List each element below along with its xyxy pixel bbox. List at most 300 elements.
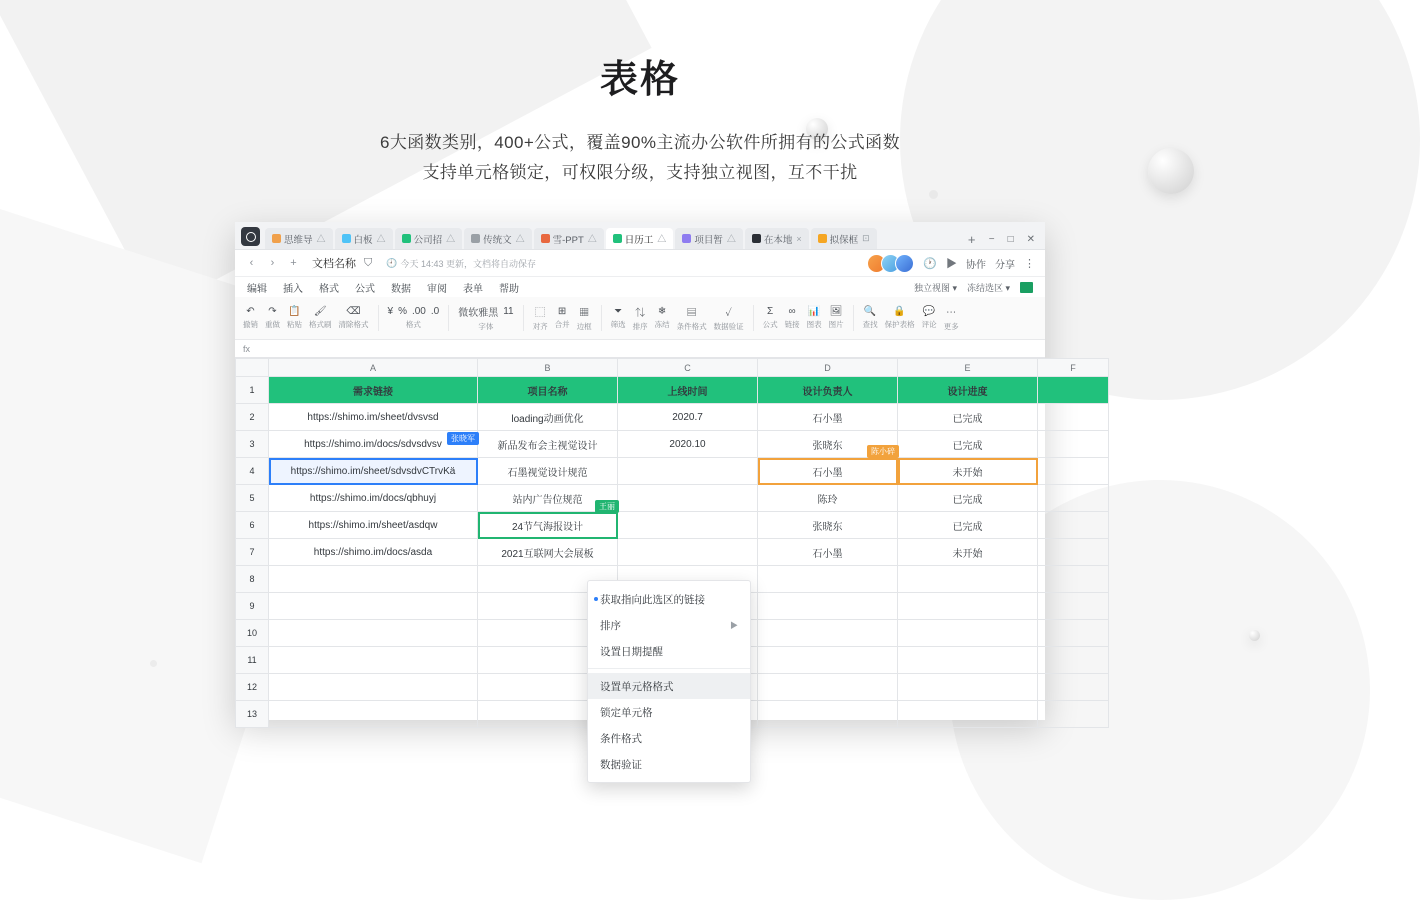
ribbon-group[interactable] [555, 306, 570, 330]
sheet-color-icon[interactable] [1020, 282, 1033, 293]
ribbon-label: 评论 [921, 320, 937, 329]
ribbon-icons[interactable] [789, 306, 796, 317]
decor-sphere [1249, 630, 1260, 641]
window-tab[interactable] [534, 228, 604, 249]
page-subtitle [0, 128, 1280, 188]
ribbon-icon[interactable]: 🔍 [863, 306, 877, 317]
tab-close-icon[interactable]: △ [446, 234, 456, 244]
save-status-text: 今天 14:43 更新，文档将自动保存 [400, 258, 536, 269]
ribbon-icon[interactable]: ⏷ [614, 306, 623, 317]
tab-label: 公司招 [413, 234, 443, 246]
ribbon-group[interactable] [633, 304, 648, 332]
tab-strip[interactable] [265, 228, 963, 249]
data-cell[interactable] [758, 566, 898, 593]
ribbon-icon[interactable]: ⇅ [635, 308, 646, 319]
data-cell[interactable] [758, 593, 898, 620]
window-tab[interactable] [395, 228, 463, 249]
ribbon-group[interactable] [785, 306, 800, 330]
ribbon-label: 字体 [478, 322, 494, 331]
tab-icon [818, 234, 827, 243]
tab-label: 思维导 [284, 234, 313, 246]
ribbon-icon[interactable]: 🖼 [829, 306, 843, 317]
ribbon-icons[interactable] [535, 304, 545, 319]
formula-input[interactable] [256, 343, 1037, 354]
decor-sphere [929, 190, 938, 199]
document-save-status [386, 257, 536, 270]
data-cell[interactable]: 2020.7 [618, 404, 758, 431]
document-bar [235, 250, 1045, 277]
data-cell[interactable]: 石墨视觉设计规范 [478, 458, 618, 485]
ribbon-icons[interactable] [288, 306, 300, 317]
table-row[interactable] [236, 431, 1109, 458]
data-cell[interactable] [1038, 458, 1109, 485]
ribbon-icon[interactable]: ▦ [579, 308, 590, 319]
ribbon-separator [853, 305, 854, 331]
chevron-right-icon: ▶ [730, 620, 738, 630]
data-cell[interactable] [1038, 566, 1109, 593]
column-header[interactable]: A [269, 359, 478, 377]
ribbon-icon[interactable]: 📋 [288, 306, 301, 317]
data-cell[interactable]: 石小墨 陈小碎 [758, 458, 898, 485]
data-cell[interactable] [1038, 620, 1109, 647]
maximize-button[interactable]: □ [1007, 234, 1014, 245]
menu-item[interactable]: 编辑 [247, 283, 267, 295]
data-cell[interactable]: 2020.10 [618, 431, 758, 458]
row-number[interactable]: 8 [236, 566, 269, 593]
ribbon-group[interactable] [287, 306, 302, 330]
data-cell[interactable] [1038, 593, 1109, 620]
history-icon[interactable]: 🕐 [923, 257, 937, 270]
ribbon-icon[interactable]: ∞ [788, 306, 796, 317]
ribbon-icons[interactable] [246, 306, 254, 317]
context-menu-item[interactable] [588, 673, 750, 699]
ribbon-icon[interactable]: .00 [411, 306, 426, 317]
data-cell[interactable] [269, 593, 478, 620]
spreadsheet-grid[interactable] [235, 358, 1076, 771]
data-cell[interactable]: 站内广告位规范 [478, 485, 618, 512]
row-number[interactable]: 4 [236, 458, 269, 485]
data-cell[interactable] [758, 674, 898, 701]
data-cell[interactable] [269, 620, 478, 647]
ribbon-label: 边框 [576, 322, 592, 331]
context-menu-item-label: 获取指向此选区的链接 [600, 593, 705, 606]
menu-item[interactable]: 数据 [391, 283, 411, 295]
ribbon-icons[interactable] [864, 306, 876, 317]
window-tab[interactable] [464, 228, 532, 249]
data-cell[interactable] [898, 593, 1038, 620]
column-header[interactable]: F [1038, 359, 1109, 377]
window-titlebar [235, 222, 1045, 250]
menu-item-right[interactable]: 独立视图 ▾ [913, 282, 957, 293]
ribbon-icon[interactable]: ⊞ [557, 306, 567, 317]
context-menu-item-label: 条件格式 [600, 732, 642, 745]
data-cell[interactable]: https://shimo.im/sheet/asdqw [269, 512, 478, 539]
tab-close-icon[interactable]: △ [657, 234, 667, 244]
tab-label: 传统文 [483, 234, 512, 246]
data-cell[interactable] [898, 674, 1038, 701]
context-menu-item-label: 数据验证 [600, 758, 642, 771]
ribbon-label: 冻结 [654, 320, 670, 329]
data-cell[interactable] [898, 701, 1038, 728]
ribbon-group[interactable] [265, 306, 280, 330]
ribbon-icon[interactable]: ⬚ [535, 308, 546, 319]
ribbon-icon[interactable]: ↶ [246, 306, 255, 317]
data-cell[interactable] [1038, 512, 1109, 539]
ribbon-icon[interactable]: ⋯ [946, 308, 957, 319]
table-row[interactable] [236, 512, 1109, 539]
context-menu-item[interactable] [588, 699, 750, 725]
data-cell[interactable] [758, 620, 898, 647]
row-number[interactable]: 3 [236, 431, 269, 458]
tab-label: 拟保框 [829, 234, 859, 246]
ribbon-label: 粘贴 [287, 320, 302, 329]
ribbon-icon[interactable]: Σ [767, 306, 774, 317]
ribbon-group[interactable] [309, 306, 332, 330]
ribbon-icons[interactable] [558, 306, 566, 317]
window-tab[interactable] [606, 228, 674, 249]
ribbon-label: 合并 [554, 320, 570, 329]
ribbon-group[interactable] [458, 304, 513, 332]
ribbon-label: 格式 [405, 320, 421, 329]
data-cell[interactable] [269, 566, 478, 593]
data-cell[interactable]: https://shimo.im/sheet/dvsvsd [269, 404, 478, 431]
ribbon-group[interactable] [533, 304, 548, 332]
ribbon-icons[interactable] [946, 304, 956, 319]
ribbon-group[interactable] [829, 306, 844, 330]
window-tab[interactable] [265, 228, 333, 249]
ribbon-separator [448, 305, 449, 331]
forward-button[interactable]: › [270, 257, 275, 269]
tab-icon [272, 234, 281, 243]
row-number[interactable]: 5 [236, 485, 269, 512]
ribbon-icon[interactable]: 🔒 [893, 306, 906, 317]
shimo-logo-icon [241, 227, 260, 246]
collaborator-flag: 张晓军 [447, 432, 479, 445]
data-cell[interactable]: 陈玲 [758, 485, 898, 512]
table-row[interactable] [236, 404, 1109, 431]
data-cell[interactable]: https://shimo.im/docs/sdvsdvsv [269, 431, 478, 458]
column-header-row [236, 359, 1109, 377]
collaborator-avatars[interactable] [867, 254, 914, 273]
context-menu-item[interactable] [588, 638, 750, 664]
ribbon-icons[interactable] [923, 306, 935, 317]
back-button[interactable]: ‹ [249, 257, 254, 269]
ribbon-label: 筛选 [610, 320, 626, 329]
ribbon-label: 图片 [828, 320, 844, 329]
context-menu-item[interactable] [588, 612, 750, 638]
menu-item[interactable]: 格式 [319, 283, 339, 295]
window-tab[interactable] [745, 228, 809, 249]
page-title: 表格 [599, 57, 680, 101]
ribbon-label: 公式 [762, 320, 778, 329]
ribbon-icon[interactable]: 微软雅黑 [458, 308, 499, 319]
column-header[interactable]: D [758, 359, 898, 377]
data-cell[interactable]: 石小墨 [758, 539, 898, 566]
ribbon-label: 链接 [784, 320, 800, 329]
ribbon-group[interactable] [763, 306, 778, 330]
column-header[interactable]: C [618, 359, 758, 377]
ribbon-icon[interactable]: 11 [503, 306, 514, 317]
ribbon-group[interactable] [885, 306, 915, 330]
bullet-icon [594, 597, 598, 601]
data-cell[interactable] [269, 647, 478, 674]
fx-label: fx [243, 343, 251, 354]
menu-item[interactable]: 插入 [283, 283, 303, 295]
ribbon-icons[interactable] [346, 306, 360, 317]
ribbon-label: 更多 [943, 322, 959, 331]
data-cell[interactable]: 未开始 [898, 539, 1038, 566]
close-button[interactable]: ✕ [1026, 234, 1035, 245]
window-controls [981, 235, 1045, 249]
ribbon-icons[interactable] [314, 306, 327, 317]
data-cell[interactable] [898, 647, 1038, 674]
data-cell[interactable]: 新品发布会主视觉设计 [478, 431, 618, 458]
header-cell[interactable]: 需求链接 [269, 377, 478, 404]
ribbon-icon[interactable]: ¥ [387, 306, 394, 317]
table-row[interactable] [236, 485, 1109, 512]
table-row[interactable] [236, 377, 1109, 404]
data-cell[interactable] [618, 512, 758, 539]
collaborate-button[interactable]: 协作 [966, 259, 986, 271]
data-cell[interactable]: 已完成 [898, 431, 1038, 458]
data-cell[interactable]: https://shimo.im/docs/qbhuyj [269, 485, 478, 512]
ribbon-label: 撤销 [243, 320, 258, 329]
menu-item[interactable]: 审阅 [427, 283, 447, 295]
tab-icon [471, 234, 480, 243]
data-cell[interactable] [758, 701, 898, 728]
tab-close-icon[interactable]: △ [726, 234, 736, 244]
tab-close-icon[interactable]: △ [316, 234, 326, 244]
ribbon-separator [753, 305, 754, 331]
present-icon[interactable]: ▶ [946, 258, 957, 270]
collaborator-flag: 陈小碎 [867, 445, 899, 458]
data-cell[interactable] [1038, 674, 1109, 701]
ribbon-icon[interactable]: ▤ [686, 308, 697, 319]
ribbon-icons[interactable] [687, 304, 697, 319]
ribbon-label: 数据验证 [713, 322, 744, 331]
ribbon-group[interactable] [863, 306, 878, 330]
data-cell[interactable] [758, 647, 898, 674]
ribbon-label: 对齐 [532, 322, 548, 331]
tab-label: 在本地 [763, 234, 793, 246]
menu-item[interactable]: 表单 [463, 283, 483, 295]
ribbon-separator [378, 305, 379, 331]
ribbon-label: 格式刷 [309, 320, 332, 329]
ribbon-group[interactable] [807, 306, 822, 330]
ribbon-label: 保护表格 [884, 320, 915, 329]
ribbon-icon[interactable]: .0 [430, 306, 440, 317]
data-cell[interactable]: 2021互联网大会展板 [478, 539, 618, 566]
context-menu-item-label: 锁定单元格 [600, 706, 653, 719]
ribbon-icons[interactable] [725, 304, 731, 319]
ribbon-icons[interactable] [388, 306, 440, 317]
app-window [235, 222, 1076, 771]
add-document-button[interactable]: + [290, 257, 297, 269]
ribbon-group[interactable] [388, 306, 440, 330]
ribbon-icon[interactable]: 📊 [807, 306, 821, 317]
data-cell[interactable]: https://shimo.im/docs/asda [269, 539, 478, 566]
data-cell[interactable] [1038, 701, 1109, 728]
context-menu-item[interactable] [588, 725, 750, 751]
data-cell[interactable] [1038, 647, 1109, 674]
ribbon-icons[interactable] [579, 304, 589, 319]
context-menu-separator [588, 668, 750, 669]
column-header[interactable]: B [478, 359, 618, 377]
data-cell[interactable] [269, 701, 478, 728]
ribbon-icon[interactable]: 🖌 [313, 306, 327, 317]
data-cell[interactable]: 张晓东 [758, 512, 898, 539]
tab-icon [682, 234, 691, 243]
row-number[interactable]: 7 [236, 539, 269, 566]
ribbon-icon[interactable]: ❄ [657, 306, 667, 317]
ribbon-icons[interactable] [614, 306, 622, 317]
decor-sphere [150, 660, 157, 667]
menu-item[interactable]: 帮助 [499, 283, 519, 295]
ribbon-icons[interactable] [767, 306, 773, 317]
ribbon-icons[interactable] [268, 306, 276, 317]
data-cell[interactable]: 已完成 [898, 512, 1038, 539]
context-menu-item-label: 设置日期提醒 [600, 645, 663, 658]
collaborator-flag: 王丽 [595, 500, 619, 513]
data-cell[interactable] [1038, 404, 1109, 431]
ribbon-label: 排序 [632, 322, 648, 331]
ribbon-group[interactable] [577, 304, 592, 332]
ribbon-icons[interactable] [830, 306, 843, 317]
ribbon-group[interactable] [655, 306, 670, 330]
ribbon-icons[interactable] [893, 306, 905, 317]
data-cell[interactable] [898, 566, 1038, 593]
tab-label: 项目暂 [694, 234, 723, 246]
ribbon-icon[interactable]: % [398, 306, 407, 317]
row-number[interactable]: 11 [236, 647, 269, 674]
data-cell[interactable]: 张晓东 [758, 431, 898, 458]
window-tab[interactable] [811, 228, 877, 249]
ribbon-icons[interactable] [658, 306, 666, 317]
column-header[interactable]: E [898, 359, 1038, 377]
tab-label: 白板 [353, 234, 373, 246]
row-number[interactable]: 10 [236, 620, 269, 647]
tab-close-icon[interactable]: × [796, 233, 802, 244]
window-tab[interactable] [675, 228, 743, 249]
ribbon-group[interactable] [677, 304, 707, 332]
share-button[interactable]: 分享 [995, 259, 1015, 271]
tab-icon [342, 234, 351, 243]
data-cell[interactable]: https://shimo.im/sheet/sdvsdvCTrvKä 张晓军 [269, 458, 478, 485]
tab-close-icon[interactable]: △ [587, 234, 597, 244]
new-tab-button[interactable]: + [967, 231, 976, 247]
minimize-button[interactable]: − [988, 234, 995, 245]
ribbon-icon[interactable]: ⌫ [346, 306, 361, 317]
subtitle-line-1: 6大函数类别，400+公式，覆盖90%主流办公软件所拥有的公式函数 [380, 133, 900, 152]
menu-bar[interactable] [235, 277, 1045, 297]
row-number[interactable]: 13 [236, 701, 269, 728]
ribbon-group[interactable] [611, 306, 626, 330]
tab-close-icon[interactable]: ⊡ [862, 233, 870, 243]
data-cell[interactable] [269, 674, 478, 701]
tab-icon [613, 234, 622, 243]
grid-corner[interactable] [236, 359, 269, 377]
tab-icon [541, 234, 550, 243]
window-tab[interactable] [335, 228, 393, 249]
tab-icon [402, 234, 411, 243]
tab-icon [752, 234, 761, 243]
data-cell[interactable] [1038, 431, 1109, 458]
menu-item[interactable]: 公式 [355, 283, 375, 295]
ribbon-icons[interactable] [458, 304, 513, 319]
ribbon-icon[interactable]: ✓ [725, 308, 732, 319]
menu-bar-right[interactable] [914, 281, 1033, 294]
cell-context-menu[interactable] [587, 580, 751, 783]
data-cell[interactable] [1038, 539, 1109, 566]
header-cell[interactable]: 上线时间 [618, 377, 758, 404]
context-menu-item-label: 排序 [600, 619, 621, 632]
ribbon-group[interactable] [243, 306, 258, 330]
data-cell[interactable]: 未开始 [898, 458, 1038, 485]
ribbon-label: 条件格式 [676, 322, 707, 331]
document-bar-actions [867, 254, 1035, 273]
document-name[interactable]: 文档名称 [312, 258, 356, 270]
context-menu-item-label: 设置单元格格式 [600, 680, 674, 693]
clock-icon: 🕘 [386, 257, 398, 268]
ribbon-toolbar[interactable] [235, 297, 1045, 340]
ribbon-group[interactable] [714, 304, 744, 332]
data-cell[interactable] [618, 539, 758, 566]
ribbon-group[interactable] [944, 304, 959, 332]
data-cell[interactable] [1038, 485, 1109, 512]
ribbon-separator [601, 305, 602, 331]
data-cell[interactable] [898, 620, 1038, 647]
data-cell[interactable]: 24节气海报设计 王丽 [478, 512, 618, 539]
row-number[interactable]: 1 [236, 377, 269, 404]
data-cell[interactable]: 石小墨 [758, 404, 898, 431]
row-number[interactable]: 9 [236, 593, 269, 620]
formula-bar[interactable] [235, 340, 1045, 358]
data-cell[interactable] [618, 458, 758, 485]
table-row[interactable] [236, 539, 1109, 566]
ribbon-icon[interactable]: ↷ [268, 306, 277, 317]
ribbon-label: 重做 [265, 320, 280, 329]
tab-close-icon[interactable]: △ [376, 234, 386, 244]
ribbon-group[interactable] [339, 306, 369, 330]
data-cell[interactable]: 已完成 [898, 404, 1038, 431]
avatar[interactable] [895, 254, 914, 273]
row-number[interactable]: 2 [236, 404, 269, 431]
tab-label: 雪-PPT [552, 234, 584, 246]
menu-item-right[interactable]: 冻结选区 ▾ [966, 282, 1010, 293]
header-cell[interactable]: 设计负责人 [758, 377, 898, 404]
header-cell[interactable]: 设计进度 [898, 377, 1038, 404]
context-menu-item[interactable] [588, 586, 750, 612]
table-row[interactable] [236, 458, 1109, 485]
star-icon[interactable]: ⛉ [364, 256, 373, 269]
ribbon-icons[interactable] [635, 304, 645, 319]
header-cell[interactable]: 项目名称 [478, 377, 618, 404]
row-number[interactable]: 6 [236, 512, 269, 539]
ribbon-icon[interactable]: 💬 [922, 306, 936, 317]
ribbon-label: 图表 [806, 320, 822, 329]
more-icon[interactable]: ⋮ [1024, 257, 1035, 270]
header-cell[interactable] [1038, 377, 1109, 404]
data-cell[interactable]: 已完成 [898, 485, 1038, 512]
data-cell[interactable]: loading动画优化 [478, 404, 618, 431]
context-menu-item[interactable] [588, 751, 750, 777]
row-number[interactable]: 12 [236, 674, 269, 701]
subtitle-line-2: 支持单元格锁定，可权限分级，支持独立视图，互不干扰 [422, 163, 858, 182]
ribbon-icons[interactable] [808, 306, 820, 317]
ribbon-group[interactable] [922, 306, 937, 330]
data-cell[interactable] [618, 485, 758, 512]
tab-close-icon[interactable]: △ [515, 234, 525, 244]
